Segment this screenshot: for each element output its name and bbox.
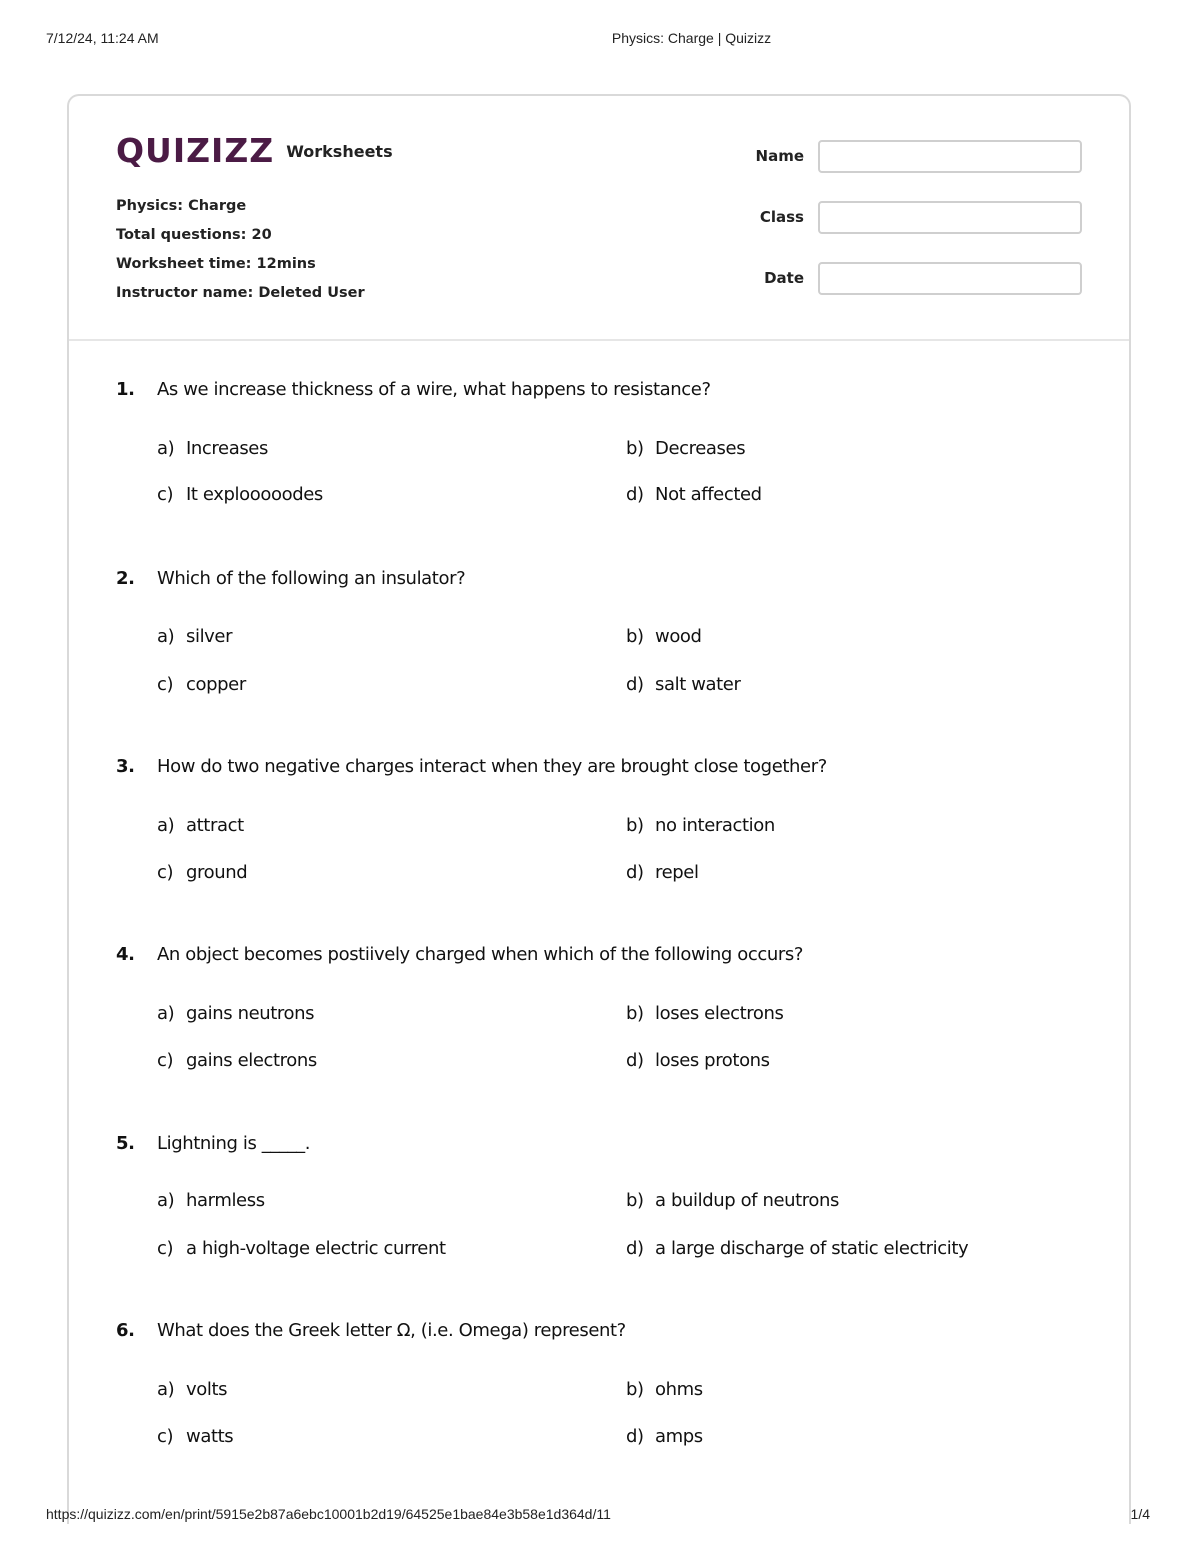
option-c — [157, 484, 323, 512]
option-c — [157, 862, 247, 890]
option-text: no interaction — [655, 815, 775, 836]
option-text: ground — [186, 862, 248, 883]
question-text: How do two negative charges interact when they are brought close together? — [157, 756, 827, 777]
date-field-row — [734, 260, 1082, 296]
option-d — [626, 1238, 968, 1266]
print-footer — [0, 1506, 1200, 1526]
option-text: a buildup of neutrons — [655, 1190, 839, 1211]
worksheets-label: Worksheets — [286, 141, 393, 161]
class-field-row — [734, 199, 1082, 235]
option-c — [157, 1050, 317, 1078]
question-stem — [116, 379, 1076, 409]
option-a — [157, 1190, 265, 1218]
option-d — [626, 484, 762, 512]
option-letter: c) — [157, 484, 174, 505]
name-field-row — [734, 138, 1082, 174]
option-letter: c) — [157, 1050, 174, 1071]
print-date: 7/12/24, 11:24 AM — [46, 30, 159, 46]
print-header — [0, 30, 1200, 50]
option-text: attract — [186, 815, 244, 836]
option-a — [157, 438, 268, 466]
option-c — [157, 1238, 446, 1266]
question-number: 3. — [116, 756, 135, 777]
question-1 — [116, 379, 1076, 505]
worksheet-time: Worksheet time: 12mins — [116, 256, 316, 272]
option-letter: d) — [626, 484, 644, 505]
option-a — [157, 1379, 227, 1407]
question-3 — [116, 756, 1076, 883]
name-field[interactable] — [818, 140, 1082, 173]
worksheet-card — [67, 94, 1131, 1524]
option-letter: b) — [626, 626, 644, 647]
option-a — [157, 626, 232, 654]
option-text: a large discharge of static electricity — [655, 1238, 969, 1259]
question-number: 2. — [116, 568, 135, 589]
question-text: What does the Greek letter Ω, (i.e. Omega) represent? — [157, 1320, 626, 1341]
name-label: Name — [755, 147, 804, 165]
page-number: 1/4 — [1130, 1506, 1150, 1522]
option-text: loses electrons — [655, 1003, 784, 1024]
logo-text: QUIZIZZ — [116, 130, 275, 170]
option-letter: c) — [157, 674, 174, 695]
option-d — [626, 674, 740, 702]
option-b — [626, 1003, 783, 1031]
option-letter: b) — [626, 815, 644, 836]
option-text: repel — [655, 862, 699, 883]
option-letter: d) — [626, 1426, 644, 1447]
print-page-title: Physics: Charge | Quizizz — [611, 30, 772, 46]
option-text: gains neutrons — [186, 1003, 315, 1024]
option-d — [626, 862, 699, 890]
option-letter: c) — [157, 1426, 174, 1447]
option-text: Decreases — [655, 438, 746, 459]
option-a — [157, 1003, 314, 1031]
option-letter: a) — [157, 438, 175, 459]
option-letter: a) — [157, 1003, 175, 1024]
worksheet-title: Physics: Charge — [116, 198, 247, 214]
question-text: An object becomes postiively charged when which of the following occurs? — [157, 944, 804, 965]
option-letter: c) — [157, 862, 174, 883]
worksheet-meta — [116, 192, 365, 308]
option-letter: b) — [626, 1190, 644, 1211]
question-number: 4. — [116, 944, 135, 965]
print-url: https://quizizz.com/en/print/5915e2b87a6ebc10001b2d19/64525e1bae84e3b58e1d364d/11 — [46, 1506, 611, 1522]
instructor-name: Instructor name: Deleted User — [116, 285, 365, 301]
option-letter: b) — [626, 1003, 644, 1024]
option-b — [626, 1379, 703, 1407]
option-letter: d) — [626, 1238, 644, 1259]
total-questions: Total questions: 20 — [116, 227, 272, 243]
question-stem — [116, 944, 1076, 974]
option-letter: d) — [626, 1050, 644, 1071]
option-letter: c) — [157, 1238, 174, 1259]
option-text: copper — [186, 674, 246, 695]
option-b — [626, 815, 775, 843]
brand-row — [116, 130, 393, 170]
option-letter: d) — [626, 862, 644, 883]
option-letter: b) — [626, 438, 644, 459]
option-text: volts — [186, 1379, 228, 1400]
option-letter: d) — [626, 674, 644, 695]
option-text: amps — [655, 1426, 703, 1447]
question-stem — [116, 1320, 1076, 1350]
class-field[interactable] — [818, 201, 1082, 234]
date-label: Date — [764, 269, 804, 287]
option-a — [157, 815, 244, 843]
question-number: 5. — [116, 1133, 135, 1154]
option-text: ohms — [655, 1379, 703, 1400]
option-letter: a) — [157, 1379, 175, 1400]
option-text: a high-voltage electric current — [186, 1238, 446, 1259]
option-b — [626, 438, 745, 466]
option-c — [157, 1426, 233, 1454]
option-text: Not affected — [655, 484, 762, 505]
option-text: harmless — [186, 1190, 265, 1211]
question-stem — [116, 568, 1076, 598]
option-b — [626, 1190, 839, 1218]
question-2 — [116, 568, 1076, 695]
option-d — [626, 1426, 703, 1454]
option-text: loses protons — [655, 1050, 770, 1071]
question-text: Lightning is _____. — [157, 1133, 311, 1154]
option-letter: a) — [157, 626, 175, 647]
date-field[interactable] — [818, 262, 1082, 295]
option-text: salt water — [655, 674, 741, 695]
question-text: Which of the following an insulator? — [157, 568, 466, 589]
question-number: 1. — [116, 379, 135, 400]
option-text: gains electrons — [186, 1050, 317, 1071]
option-b — [626, 626, 702, 654]
option-c — [157, 674, 246, 702]
option-letter: a) — [157, 815, 175, 836]
question-6 — [116, 1320, 1076, 1447]
option-text: watts — [186, 1426, 234, 1447]
option-d — [626, 1050, 770, 1078]
class-label: Class — [759, 208, 804, 226]
option-text: Increases — [186, 438, 268, 459]
option-text: It explooooodes — [186, 484, 323, 505]
quizizz-logo — [116, 130, 275, 170]
option-letter: b) — [626, 1379, 644, 1400]
option-text: wood — [655, 626, 702, 647]
option-letter: a) — [157, 1190, 175, 1211]
question-4 — [116, 944, 1076, 1071]
question-stem — [116, 756, 1076, 786]
question-number: 6. — [116, 1320, 135, 1341]
question-stem — [116, 1133, 1076, 1163]
option-text: silver — [186, 626, 233, 647]
worksheet-header — [69, 96, 1129, 341]
question-5 — [116, 1133, 1076, 1259]
question-text: As we increase thickness of a wire, what happens to resistance? — [157, 379, 711, 400]
